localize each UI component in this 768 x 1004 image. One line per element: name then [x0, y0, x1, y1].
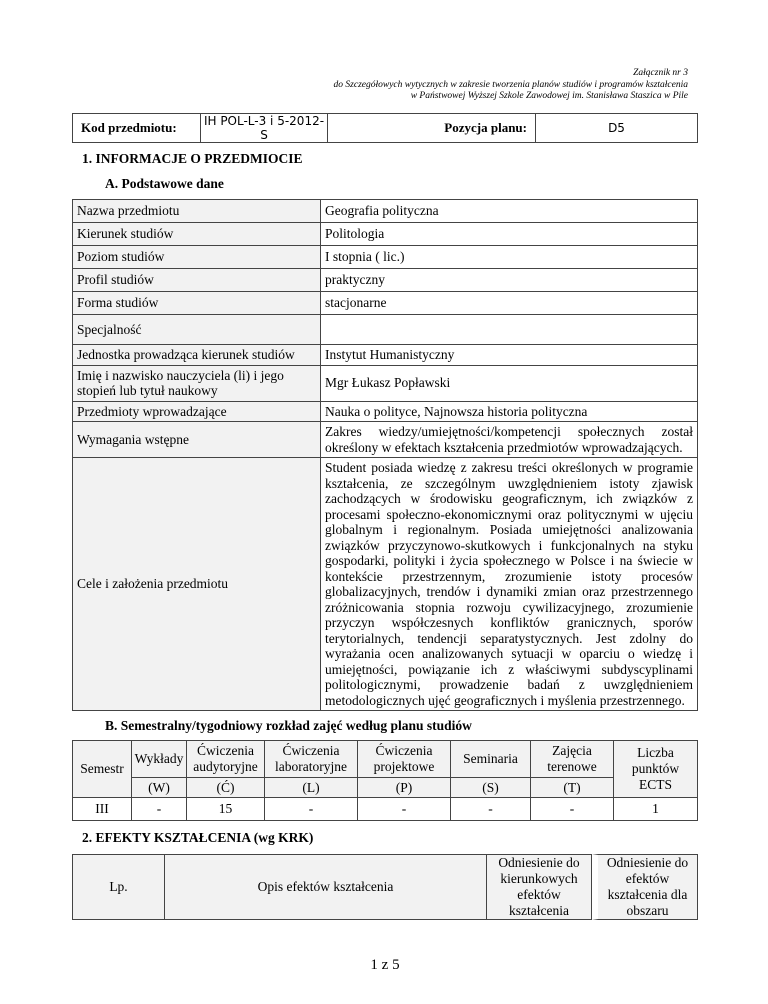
plan-position: D5 — [536, 114, 698, 143]
basic-data-row — [73, 200, 698, 223]
col-abbr: (S) — [451, 778, 531, 798]
section-heading: 1. INFORMACJE O PRZEDMIOCIE — [82, 151, 303, 166]
document-header — [334, 68, 688, 103]
row-value: Instytut Humanistyczny — [321, 345, 698, 366]
cell: III — [73, 798, 132, 821]
row-label: Jednostka prowadząca kierunek studiów — [73, 345, 321, 366]
row-value: praktyczny — [321, 269, 698, 292]
basic-data-row — [73, 401, 698, 422]
col-header: Seminaria — [451, 741, 531, 778]
schedule-row — [73, 798, 698, 821]
header-line: Załącznik nr 3 — [633, 68, 688, 78]
lp-header: Lp. — [72, 854, 165, 920]
col-header: Wykłady — [132, 741, 187, 778]
field-effects-header: Odniesienie do kierunkowych efektów kształcenia — [487, 854, 592, 920]
area-effects-header: Odniesienie do efektów kształcenia dla obszaru — [592, 854, 698, 920]
schedule-table — [72, 740, 698, 821]
course-code: IH POL-L-3 i 5-2012-S — [201, 114, 328, 143]
col-abbr: (W) — [132, 778, 187, 798]
row-label: Poziom studiów — [73, 246, 321, 269]
basic-data-row — [73, 223, 698, 246]
cell: - — [451, 798, 531, 821]
basic-data-row — [73, 269, 698, 292]
col-header: Ćwiczenia audytoryjne — [187, 741, 265, 778]
subsection-heading: B. Semestralny/tygodniowy rozkład zajęć według planu studiów — [105, 718, 472, 733]
header-line: do Szczegółowych wytycznych w zakresie tworzenia planów studiów i programów kształcenia — [333, 79, 688, 90]
cell: - — [358, 798, 451, 821]
row-value: Student posiada wiedzę z zakresu treści określonych w programie kształcenia, ze szczególnym uwzględnieniem istoty zjawisk zachodzących w środowisku geograficznym, ich związków z procesami społeczno-ekonomicznymi oraz politycznymi w ujęciu globalnym i regionalnym. Posiada umiejętności analizowania związków przyczynowo-skutkowych i funkcjonalnych na styku gospodarki, polityki i życia społecznego w Polsce i na świecie w kontekście przestrzennym, zrozumienie istoty procesów globalizacyjnych, trendów i dynamiki zmian oraz przestrzennego zróżnicowania stopnia rozwoju cywilizacyjnego, zrozumienie przyczyn współczesnych konfliktów granicznych, sporów terytorialnych, tendencji separatystycznych. Jest zdolny do wyrażania ocen analizowanych sytuacji w oparciu o wiedzę i umiejętności, powiązanie ich z właściwymi subdyscyplinami politologicznymi, prowadzenie badań z uwzględnieniem metodologicznych ujęć geograficznych i myślenia przestrzennego. — [321, 458, 698, 711]
col-header: Ćwiczenia laboratoryjne — [265, 741, 358, 778]
col-abbr: (T) — [531, 778, 614, 798]
col-abbr: (L) — [265, 778, 358, 798]
row-label: Specjalność — [73, 315, 321, 345]
course-code-table — [72, 113, 698, 143]
row-label: Kierunek studiów — [73, 223, 321, 246]
row-label: Imię i nazwisko nauczyciela (li) i jego stopień lub tytuł naukowy — [73, 365, 321, 401]
code-label: Kod przedmiotu: — [73, 114, 201, 143]
subsection-heading: A. Podstawowe dane — [105, 176, 224, 191]
row-label: Wymagania wstępne — [73, 422, 321, 458]
row-label: Nazwa przedmiotu — [73, 200, 321, 223]
basic-data-row — [73, 365, 698, 401]
row-value: Mgr Łukasz Popławski — [321, 365, 698, 401]
basic-data-table — [72, 199, 698, 711]
row-value: stacjonarne — [321, 292, 698, 315]
basic-data-row — [73, 422, 698, 458]
col-header: Ćwiczenia projektowe — [358, 741, 451, 778]
position-label: Pozycja planu: — [328, 114, 536, 143]
basic-data-row — [73, 315, 698, 345]
row-value: Zakres wiedzy/umiejętności/kompetencji społecznych został określony w efektach kształcenia przedmiotów wprowadzających. — [321, 422, 698, 458]
schedule-header-row — [73, 741, 698, 778]
basic-data-row — [73, 246, 698, 269]
col-header: Zajęcia terenowe — [531, 741, 614, 778]
col-abbr: (P) — [358, 778, 451, 798]
cell: 1 — [614, 798, 698, 821]
description-header: Opis efektów kształcenia — [165, 854, 487, 920]
page-number: 1 z 5 — [370, 957, 400, 973]
cell: - — [265, 798, 358, 821]
row-label: Cele i założenia przedmiotu — [73, 458, 321, 711]
cell: 15 — [187, 798, 265, 821]
basic-data-row — [73, 345, 698, 366]
semester-header: Semestr — [73, 741, 132, 798]
section-heading: 2. EFEKTY KSZTAŁCENIA (wg KRK) — [82, 830, 314, 845]
row-value — [321, 315, 698, 345]
header-line: w Państwowej Wyższej Szkole Zawodowej im. Stanisława Staszica w Pile — [410, 91, 688, 101]
effects-table — [72, 854, 698, 920]
row-label: Forma studiów — [73, 292, 321, 315]
document-body — [72, 150, 698, 1004]
row-value: I stopnia ( lic.) — [321, 246, 698, 269]
basic-data-row — [73, 458, 698, 711]
row-label: Profil studiów — [73, 269, 321, 292]
row-label: Przedmioty wprowadzające — [73, 401, 321, 422]
row-value: Nauka o polityce, Najnowsza historia polityczna — [321, 401, 698, 422]
row-value: Politologia — [321, 223, 698, 246]
col-abbr: (Ć) — [187, 778, 265, 798]
ects-header: Liczba punktów ECTS — [614, 741, 698, 798]
cell: - — [531, 798, 614, 821]
basic-data-row — [73, 292, 698, 315]
row-value: Geografia polityczna — [321, 200, 698, 223]
cell: - — [132, 798, 187, 821]
